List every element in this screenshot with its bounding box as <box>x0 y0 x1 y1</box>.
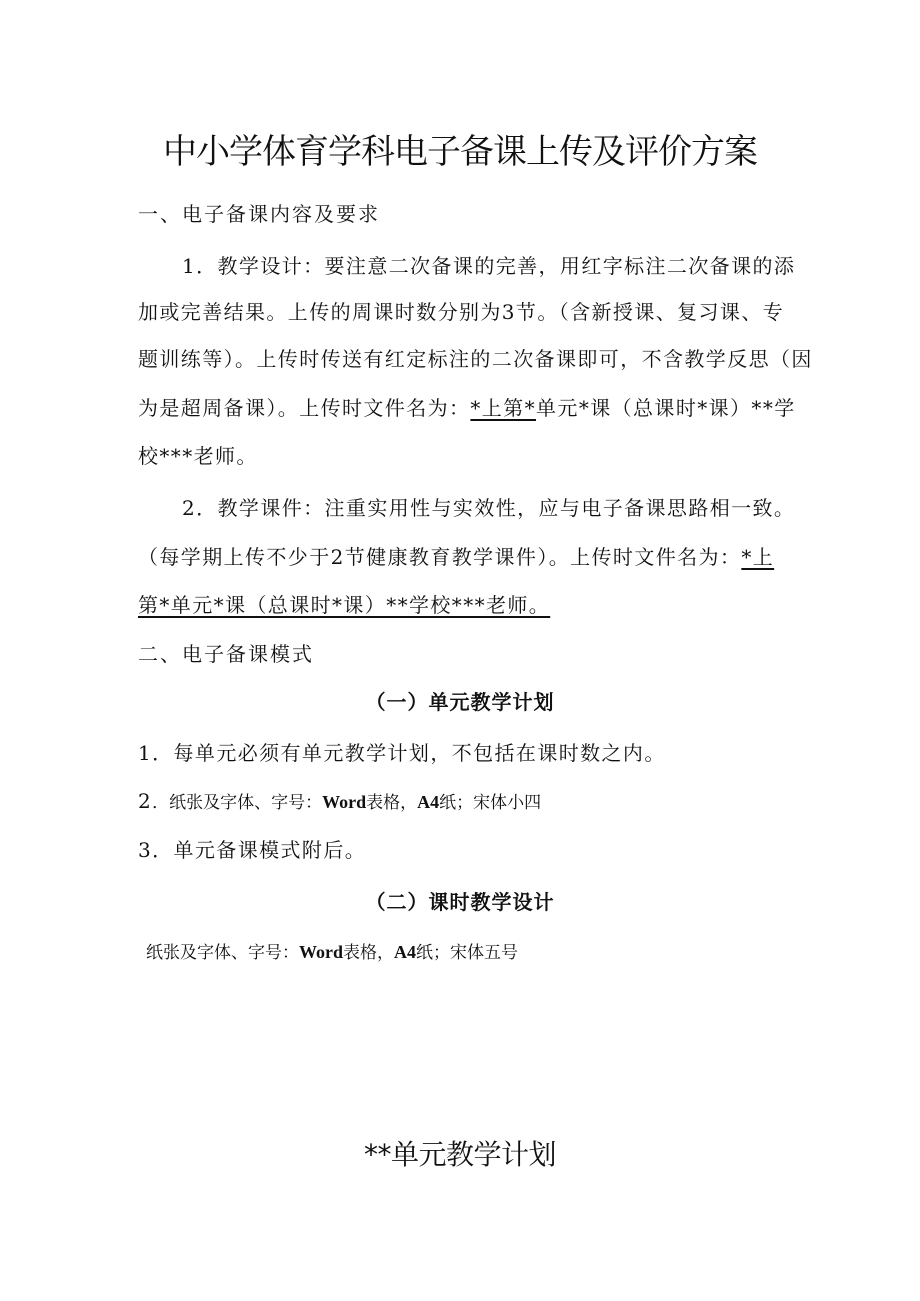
item1-line4-text: 为是超周备课）。上传时文件名为： <box>138 396 471 420</box>
sub1-item2-text2: 表格， <box>366 793 418 813</box>
sub2-line-text2: 表格， <box>343 943 395 963</box>
unit-plan-title: **单元教学计划 <box>363 1138 556 1171</box>
sub1-item2-text: ．纸张及字体、字号： <box>152 793 323 813</box>
sub1-item2 <box>138 788 541 813</box>
sub1-title: （一）单元教学计划 <box>365 690 555 714</box>
sub1-item2-a4: A4 <box>417 792 440 812</box>
sub1-item2-word: Word <box>322 792 367 812</box>
sub1-item2-number: 2 <box>138 789 153 813</box>
item1-line5: 校***老师。 <box>138 444 258 468</box>
section2-heading: 二、电子备课模式 <box>138 642 314 666</box>
item1-filename-underlined: *上第* <box>470 396 537 420</box>
item2-line3 <box>138 589 550 618</box>
item2-filename-underlined: 第*单元*课（总课时*课）**学校***老师。 <box>138 593 551 617</box>
sub1-item1: 1．每单元必须有单元教学计划，不包括在课时数之内。 <box>138 741 666 765</box>
section1-heading: 一、电子备课内容及要求 <box>138 202 380 226</box>
item1-line4-text-end: 单元*课（总课时*课）**学 <box>536 396 796 420</box>
sub2-line <box>146 938 518 963</box>
item2-line1: 2．教学课件：注重实用性与实效性，应与电子备课思路相一致。 <box>182 496 796 520</box>
item2-filename-underlined-start: *上 <box>741 545 775 569</box>
sub2-title: （二）课时教学设计 <box>365 890 555 914</box>
sub2-line-text: 纸张及字体、字号： <box>146 943 299 963</box>
item1-line1: 1．教学设计：要注意二次备课的完善，用红字标注二次备课的添 <box>182 254 796 278</box>
sub1-item3: 3．单元备课模式附后。 <box>138 838 367 862</box>
sub2-line-a4: A4 <box>394 942 417 962</box>
sub2-line-text3: 纸；宋体五号 <box>416 943 519 963</box>
item2-line2-text: （每学期上传不少于2节健康教育教学课件）。上传时文件名为： <box>138 545 742 569</box>
item2-line2 <box>138 541 774 570</box>
item1-line2: 加或完善结果。上传的周课时数分别为3节。（含新授课、复习课、专 <box>138 300 785 324</box>
document-title: 中小学体育学科电子备课上传及评价方案 <box>163 132 757 172</box>
sub1-item2-text3: 纸；宋体小四 <box>439 793 542 813</box>
item1-line3: 题训练等）。上传时传送有红定标注的二次备课即可，不含教学反思（因 <box>138 347 813 371</box>
item1-line4 <box>138 392 796 421</box>
sub2-line-word: Word <box>299 942 344 962</box>
